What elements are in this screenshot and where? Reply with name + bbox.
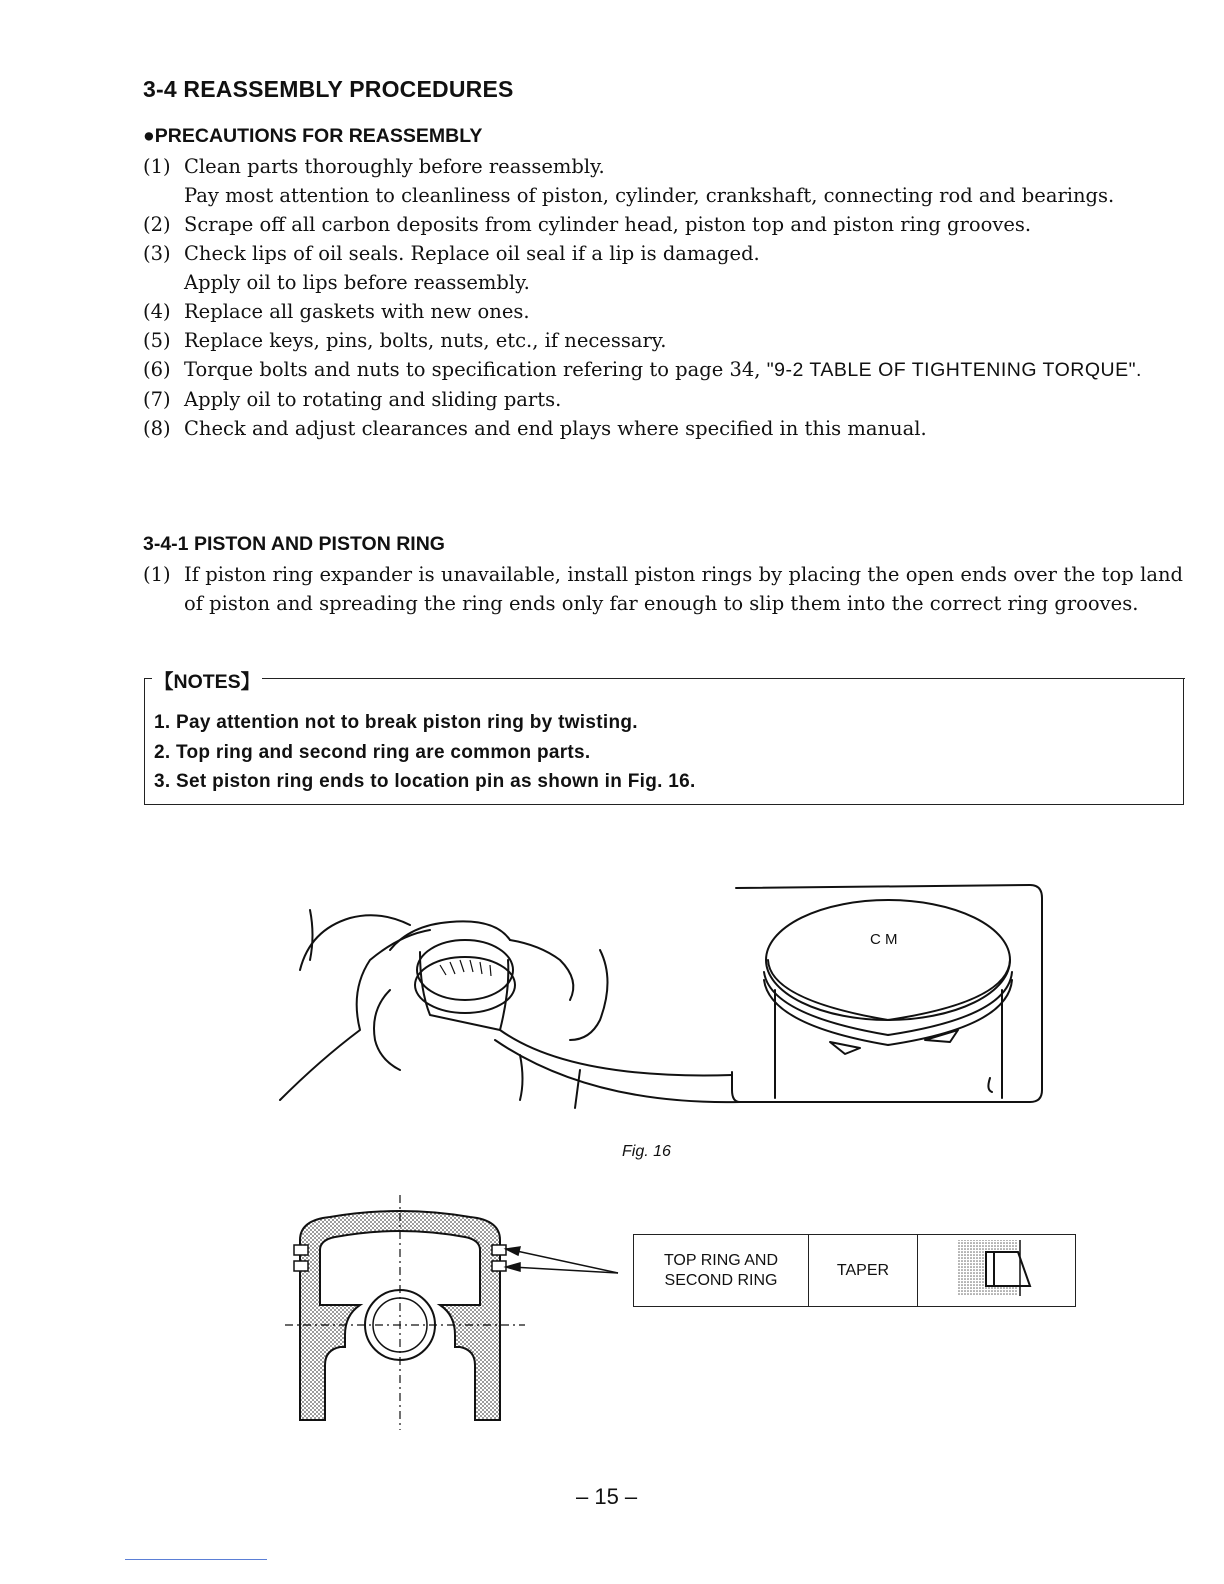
ring-type-table bbox=[633, 1234, 1076, 1307]
piston-top-marks: C M bbox=[870, 931, 898, 948]
note-item: 1. Pay attention not to break piston ring by twisting. bbox=[154, 712, 638, 733]
list-item: (8) Check and adjust clearances and end plays where specified in this manual. bbox=[143, 417, 927, 440]
note-item: 2. Top ring and second ring are common parts. bbox=[154, 741, 591, 763]
notes-title: 【NOTES】 bbox=[152, 666, 262, 694]
precautions-list bbox=[143, 152, 1183, 443]
ring-profile-cell bbox=[918, 1235, 1076, 1307]
table-row bbox=[634, 1235, 1076, 1307]
hands-installing-ring-illustration bbox=[270, 880, 1060, 1110]
taper-ring-profile-icon bbox=[952, 1236, 1042, 1300]
ring-label-cell: TOP RING AND SECOND RING bbox=[634, 1235, 809, 1307]
list-item: (5) Replace keys, pins, bolts, nuts, etc., if necessary. bbox=[143, 329, 667, 352]
list-item: (6) Torque bolts and nuts to specification refering to page 34, "9-2 TABLE OF TIGHTENING TORQUE". bbox=[143, 358, 1142, 381]
list-item: (3) Check lips of oil seals. Replace oil seal if a lip is damaged. Apply oil to lips before reassembly. bbox=[143, 242, 760, 294]
precautions-heading: ●PRECAUTIONS FOR REASSEMBLY bbox=[143, 125, 483, 147]
footer-rule bbox=[125, 1559, 267, 1560]
piston-cross-section-diagram bbox=[280, 1195, 630, 1430]
list-item: (7) Apply oil to rotating and sliding parts. bbox=[143, 388, 562, 411]
table-reference: "9-2 TABLE OF TIGHTENING TORQUE". bbox=[766, 359, 1142, 381]
note-item: 3. Set piston ring ends to location pin as shown in Fig. 16. bbox=[154, 771, 696, 792]
list-item: (4) Replace all gaskets with new ones. bbox=[143, 300, 530, 323]
section-title: 3-4 REASSEMBLY PROCEDURES bbox=[143, 76, 514, 102]
figure-caption: Fig. 16 bbox=[622, 1143, 671, 1160]
list-item: (1) Clean parts thoroughly before reassembly. Pay most attention to cleanliness of piston, cylinder, crankshaft, connecting rod and bearings. bbox=[143, 155, 1115, 207]
piston-list bbox=[143, 560, 1183, 618]
ring-type-cell: TAPER bbox=[809, 1235, 918, 1307]
page-number: – 15 – bbox=[576, 1484, 638, 1509]
piston-section-heading: 3-4-1 PISTON AND PISTON RING bbox=[143, 533, 445, 555]
list-item: (2) Scrape off all carbon deposits from cylinder head, piston top and piston ring grooves. bbox=[143, 213, 1032, 236]
notes-list bbox=[154, 708, 696, 797]
list-item: (1) If piston ring expander is unavailable, install piston rings by placing the open ends over the top land of piston and spreading the ring ends only far enough to slip them into the correct ring grooves. bbox=[143, 563, 1183, 615]
